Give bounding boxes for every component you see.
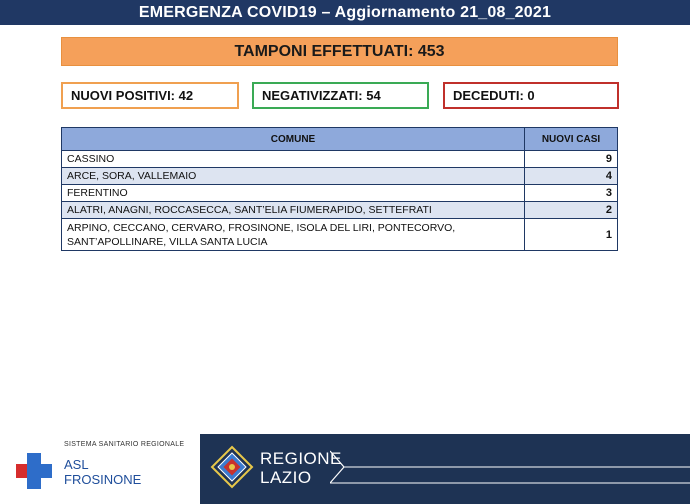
table-row xyxy=(62,202,618,219)
cell-comune: ARPINO, CECCANO, CERVARO, FROSINONE, ISOLA DEL LIRI, PONTECORVO, SANT’APOLLINARE, VILLA SANTA LUCIA xyxy=(62,219,525,251)
decorative-lines-icon xyxy=(330,447,690,491)
deceduti-box xyxy=(443,82,619,109)
regione-lazio-emblem-icon xyxy=(210,445,254,489)
deceduti-text: DECEDUTI: 0 xyxy=(453,88,535,103)
page-title-bar xyxy=(0,0,690,25)
cell-comune: CASSINO xyxy=(62,151,525,168)
asl-line2: FROSINONE xyxy=(64,472,142,487)
table-row xyxy=(62,151,618,168)
tamponi-text: TAMPONI EFFETTUATI: 453 xyxy=(234,42,445,60)
cell-casi: 1 xyxy=(525,219,618,251)
cell-casi: 4 xyxy=(525,168,618,185)
table-row xyxy=(62,219,618,251)
negativizzati-text: NEGATIVIZZATI: 54 xyxy=(262,88,381,103)
cell-comune: ALATRI, ANAGNI, ROCCASECCA, SANT’ELIA FIUMERAPIDO, SETTEFRATI xyxy=(62,202,525,219)
asl-logo-text xyxy=(64,457,141,487)
cell-comune: ARCE, SORA, VALLEMAIO xyxy=(62,168,525,185)
column-header-nuovi-casi: NUOVI CASI xyxy=(525,128,618,151)
asl-cross-icon xyxy=(14,451,54,491)
asl-subtitle: SISTEMA SANITARIO REGIONALE xyxy=(64,441,185,448)
nuovi-positivi-text: NUOVI POSITIVI: 42 xyxy=(71,88,194,103)
asl-line1: ASL xyxy=(64,457,89,472)
tamponi-banner xyxy=(61,37,618,66)
cell-casi: 2 xyxy=(525,202,618,219)
table-header-row xyxy=(62,128,618,151)
column-header-comune: COMUNE xyxy=(62,128,525,151)
table-row xyxy=(62,168,618,185)
negativizzati-box xyxy=(252,82,429,109)
nuovi-positivi-box xyxy=(61,82,239,109)
cell-comune: FERENTINO xyxy=(62,185,525,202)
page-title: EMERGENZA COVID19 – Aggiornamento 21_08_2021 xyxy=(138,3,552,21)
cases-table xyxy=(61,127,618,251)
cell-casi: 9 xyxy=(525,151,618,168)
region-line1: REGIONE xyxy=(260,449,342,468)
cell-casi: 3 xyxy=(525,185,618,202)
table-row xyxy=(62,185,618,202)
region-line2: LAZIO xyxy=(260,468,312,487)
